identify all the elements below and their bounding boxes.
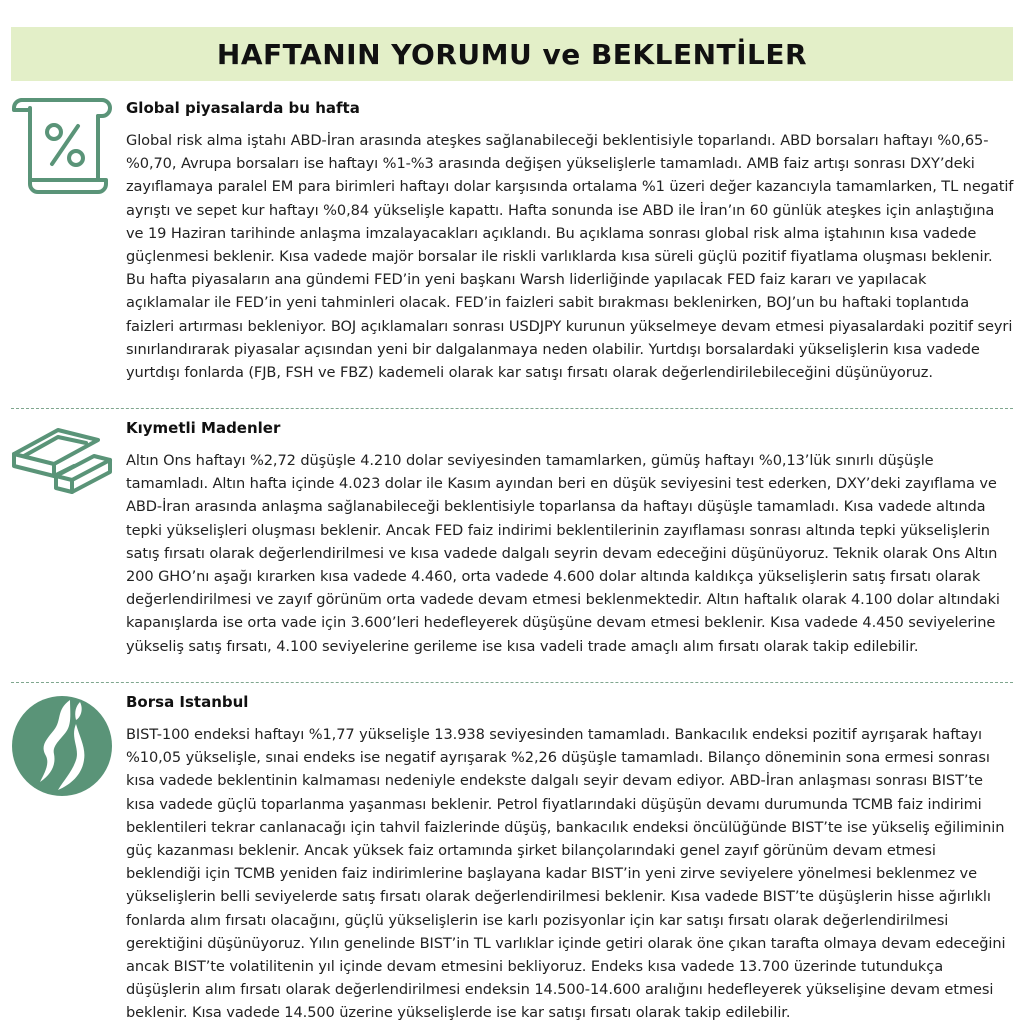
section-body: Altın Ons haftayı %2,72 düşüşle 4.210 dolar seviyesinden tamamlarken, gümüş haftayı %0,13’lük sınırlı düşüşle tamamladı. Altın hafta içinde 4.023 dolar ile Kasım ayından beri en düşük seviyesini test ederken, DXY’deki zayıflama ve ABD-İran arasında anlaşma sağlanabileceği beklentisiyle toparlansa da haftayı düşüşle tamamladı. Kısa vadede altında tepki yükselişleri oluşması beklenir. Ancak FED faiz indirimi beklentilerinin zayıflaması sonrası altında tepki yükselişlerin satış fırsatı olarak değerlendirilmesi ve kısa vadede dalgalı seyrin devam edeceğini düşünüyoruz. Teknik olarak Ons Altın 200 GHO’nı aşağı kırarken kısa vadede 4.460, orta vadede 4.600 dolar altında kaldıkça yükselişlerin satış fırsatı olarak değerlendirilmesi ve zayıf görünüm orta vadede devam etmesi beklenmektedir. Altın haftalık olarak 4.100 dolar altındaki kapanışlarda ise orta vade için 3.600’leri hedefleyerek düşüşüne devam etmesi beklenir. Kısa vadede 4.450 seviyelerine yükseliş satış fırsatı, 4.100 seviyelerine gerileme ise kısa vadeli trade amaçlı alım fırsatı olarak takip edilebilir. bbox=[126, 452, 1000, 655]
section-title: Borsa Istanbul bbox=[126, 693, 249, 711]
header-banner bbox=[11, 27, 1013, 81]
percent-document-icon bbox=[10, 96, 114, 205]
section-content bbox=[126, 693, 1014, 1025]
section-content bbox=[126, 99, 1014, 384]
section-title: Kıymetli Madenler bbox=[126, 419, 281, 437]
section-divider bbox=[11, 408, 1013, 409]
gold-bars-icon bbox=[10, 420, 114, 505]
tulip-logo-icon bbox=[10, 694, 114, 803]
section-body: Global risk alma iştahı ABD-İran arasında ateşkes sağlanabileceği beklentisiyle toparlandı. ABD borsaları haftayı %0,65-%0,70, Avrupa borsaları ise haftayı %1-%3 arasında değişen yükselişlerle tamamladı. AMB faiz artışı sonrası DXY’deki zayıflamaya paralel EM para birimleri haftayı dolar karşısında ortalama %1 üzeri değer kazancıyla tamamlarken, TL negatif ayrıştı ve sepet kur haftayı %0,84 yükselişle kapattı. Hafta sonunda ise ABD ile İran’ın 60 günlük ateşkes için anlaştığına ve 19 Haziran tarihinde anlaşma imzalayacakları açıklandı. Bu açıklama sonrası global risk alma iştahının kısa vadede güçlenmesi beklenir. Kısa vadede majör borsalar ile riskli varlıklarda kısa süreli güçlü pozitif fiyatlama oluşması beklenir. Bu hafta piyasaların ana gündemi FED’in yeni başkanı Warsh liderliğinde yapılacak FED faiz kararı ve yapılacak açıklamalar ile FED’in yeni tahminleri olacak. FED’in faizleri sabit bırakması beklenirken, BOJ’un bu haftaki toplantıda faizleri artırması bekleniyor. BOJ açıklamaları sonrası USDJPY kurunun yükselmeye devam etmesi piyasalardaki pozitif seyri sınırlandırarak piyasalar açısından yeni bir dalgalanmaya neden olabilir. Yurtdışı borsalardaki yükselişlerin kısa vadede yurtdışı fonlarda (FJB, FSH ve FBZ) kademeli olarak kar satışı fırsatı olarak değerlendirilebileceğini düşünüyoruz. bbox=[126, 132, 1014, 382]
section-divider bbox=[11, 682, 1013, 683]
section-content bbox=[126, 419, 1014, 658]
section-title: Global piyasalarda bu hafta bbox=[126, 99, 360, 117]
page-title: HAFTANIN YORUMU ve BEKLENTİLER bbox=[216, 37, 808, 71]
section-body: BIST-100 endeksi haftayı %1,77 yükselişle 13.938 seviyesinden tamamladı. Bankacılık endeksi pozitif ayrışarak haftayı %10,05 yükselişle, sınai endeks ise negatif ayrışarak %2,26 düşüşle tamamladı. Bilanço döneminin sona ermesi sonrası kısa vadede beklentinin kalmaması nedeniyle endekste dalgalı seyir devam ediyor. ABD-İran anlaşması sonrası BIST’te kısa vadede güçlü toparlanma yaşanması beklenir. Petrol fiyatlarındaki düşüşün devamı durumunda TCMB faiz indirimi beklentileri tekrar canlanacağı için tahvil faizlerinde düşüş, bankacılık endeksi öncülüğünde BIST’te ise yükseliş eğiliminin güç kazanması beklenir. Ancak yüksek faiz ortamında şirket bilançolarındaki genel zayıf görünüm devam etmesi beklendiği için TCMB yeniden faiz indirimlerine başlayana kadar BIST’in yeni zirve seviyelere yönelmesi beklenmez ve yükselişlerin belli seviyelerde satış fırsatı olarak değerlendirilmesi beklenir. Kısa vadede BIST’te düşüşlerin hisse ağırlıklı fonlarda alım fırsatı olacağını, güçlü yükselişlerin ise karlı pozisyonlar için kar satışı fırsatı olarak değerlendirilmesi gerektiğini düşünüyoruz. Yılın genelinde BIST’in TL varlıklar içinde getiri olarak öne çıkan tarafta olmaya devam edeceğini ancak BIST’te volatilitenin yıl içinde devam etmesini bekliyoruz. Endeks kısa vadede 13.700 üzerinde tutundukça düşüşlerin alım fırsatı olarak değerlendirilmesi endeksin 14.500-14.600 aralığını hedefleyerek yükselişine devam etmesi beklenir. Kısa vadede 14.500 üzerine yükselişlerde ise kar satışı fırsatı olarak takip edilebilir. bbox=[126, 726, 1006, 1022]
